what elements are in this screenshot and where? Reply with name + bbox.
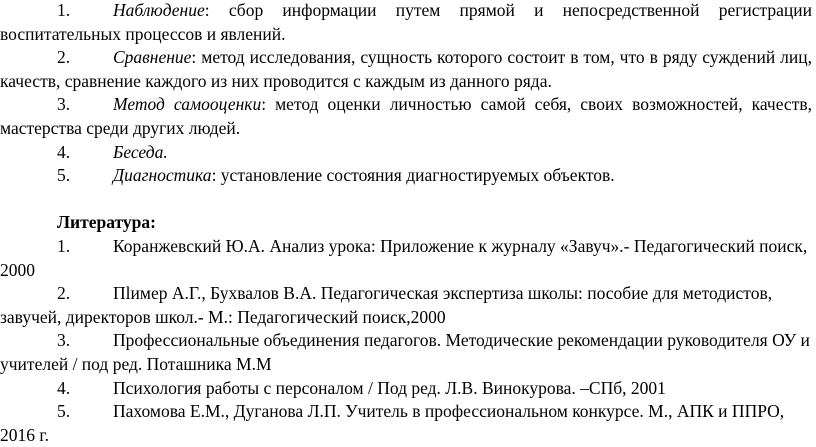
literature-text: Психология работы с персоналом / Под ред. Л.В. Винокурова. –СПб, 2001: [113, 377, 666, 398]
blank-line: [0, 188, 812, 212]
literature-text: Коранжевский Ю.А. Анализ урока: Приложение к журналу «Завуч».- Педагогический поиск, 2000: [0, 235, 808, 280]
definition-item: [0, 46, 812, 93]
definition-item: [0, 0, 812, 46]
literature-text: Профессиональные объединения педагогов. Методические рекомендации руководителя ОУ и учителей / под ред. Поташника М.М: [0, 330, 810, 374]
definition-term: Наблюдение: [113, 0, 205, 20]
literature-item: [0, 235, 812, 282]
list-number: 5.: [57, 165, 71, 186]
definition-term: Беседа.: [113, 141, 168, 162]
list-number: 4.: [57, 377, 71, 398]
definition-term: Диагностика: [113, 165, 212, 186]
literature-item: [0, 329, 812, 376]
list-number: 3.: [57, 330, 71, 351]
literature-item: [0, 400, 812, 447]
list-number: 2.: [57, 47, 71, 68]
literature-text: Пахомова Е.М., Дуганова Л.П. Учитель в профессиональном конкурсе. М., АПК и ППРО, 2016 г.: [0, 401, 785, 445]
definition-item: [0, 164, 812, 188]
list-number: 5.: [57, 401, 71, 422]
definition-text: : метод оценки личностью самой себя, своих возможностей, качеств, мастерства среди других людей.: [0, 94, 812, 138]
list-number: 1.: [57, 0, 71, 20]
definition-text: : установление состояния диагностируемых объектов.: [211, 165, 615, 186]
definition-item: [0, 141, 812, 165]
literature-text: Пlимер А.Г., Бухвалов В.А. Педагогическая экспертиза школы: пособие для методистов, завучей, директоров школ.- М.: Педагогический поиск,2000: [0, 283, 773, 327]
list-number: 2.: [57, 283, 71, 304]
list-number: 3.: [57, 94, 71, 115]
definition-term: Метод самооценки: [113, 94, 262, 115]
definition-text: : метод исследования, сущность которого состоит в том, что в ряду суждений лиц, качеств, сравнение каждого из них проводится с каждым из данного ряда.: [0, 47, 812, 91]
list-number: 4.: [57, 141, 71, 162]
literature-item: [0, 282, 812, 329]
definition-item: [0, 93, 812, 140]
literature-heading: Литература:: [57, 212, 156, 233]
literature-item: [0, 377, 812, 401]
definition-text: : сбор информации путем прямой и непосредственной регистрации воспитательных процессов и явлений.: [0, 0, 812, 44]
list-number: 1.: [57, 235, 71, 256]
definition-term: Сравнение: [113, 47, 192, 68]
